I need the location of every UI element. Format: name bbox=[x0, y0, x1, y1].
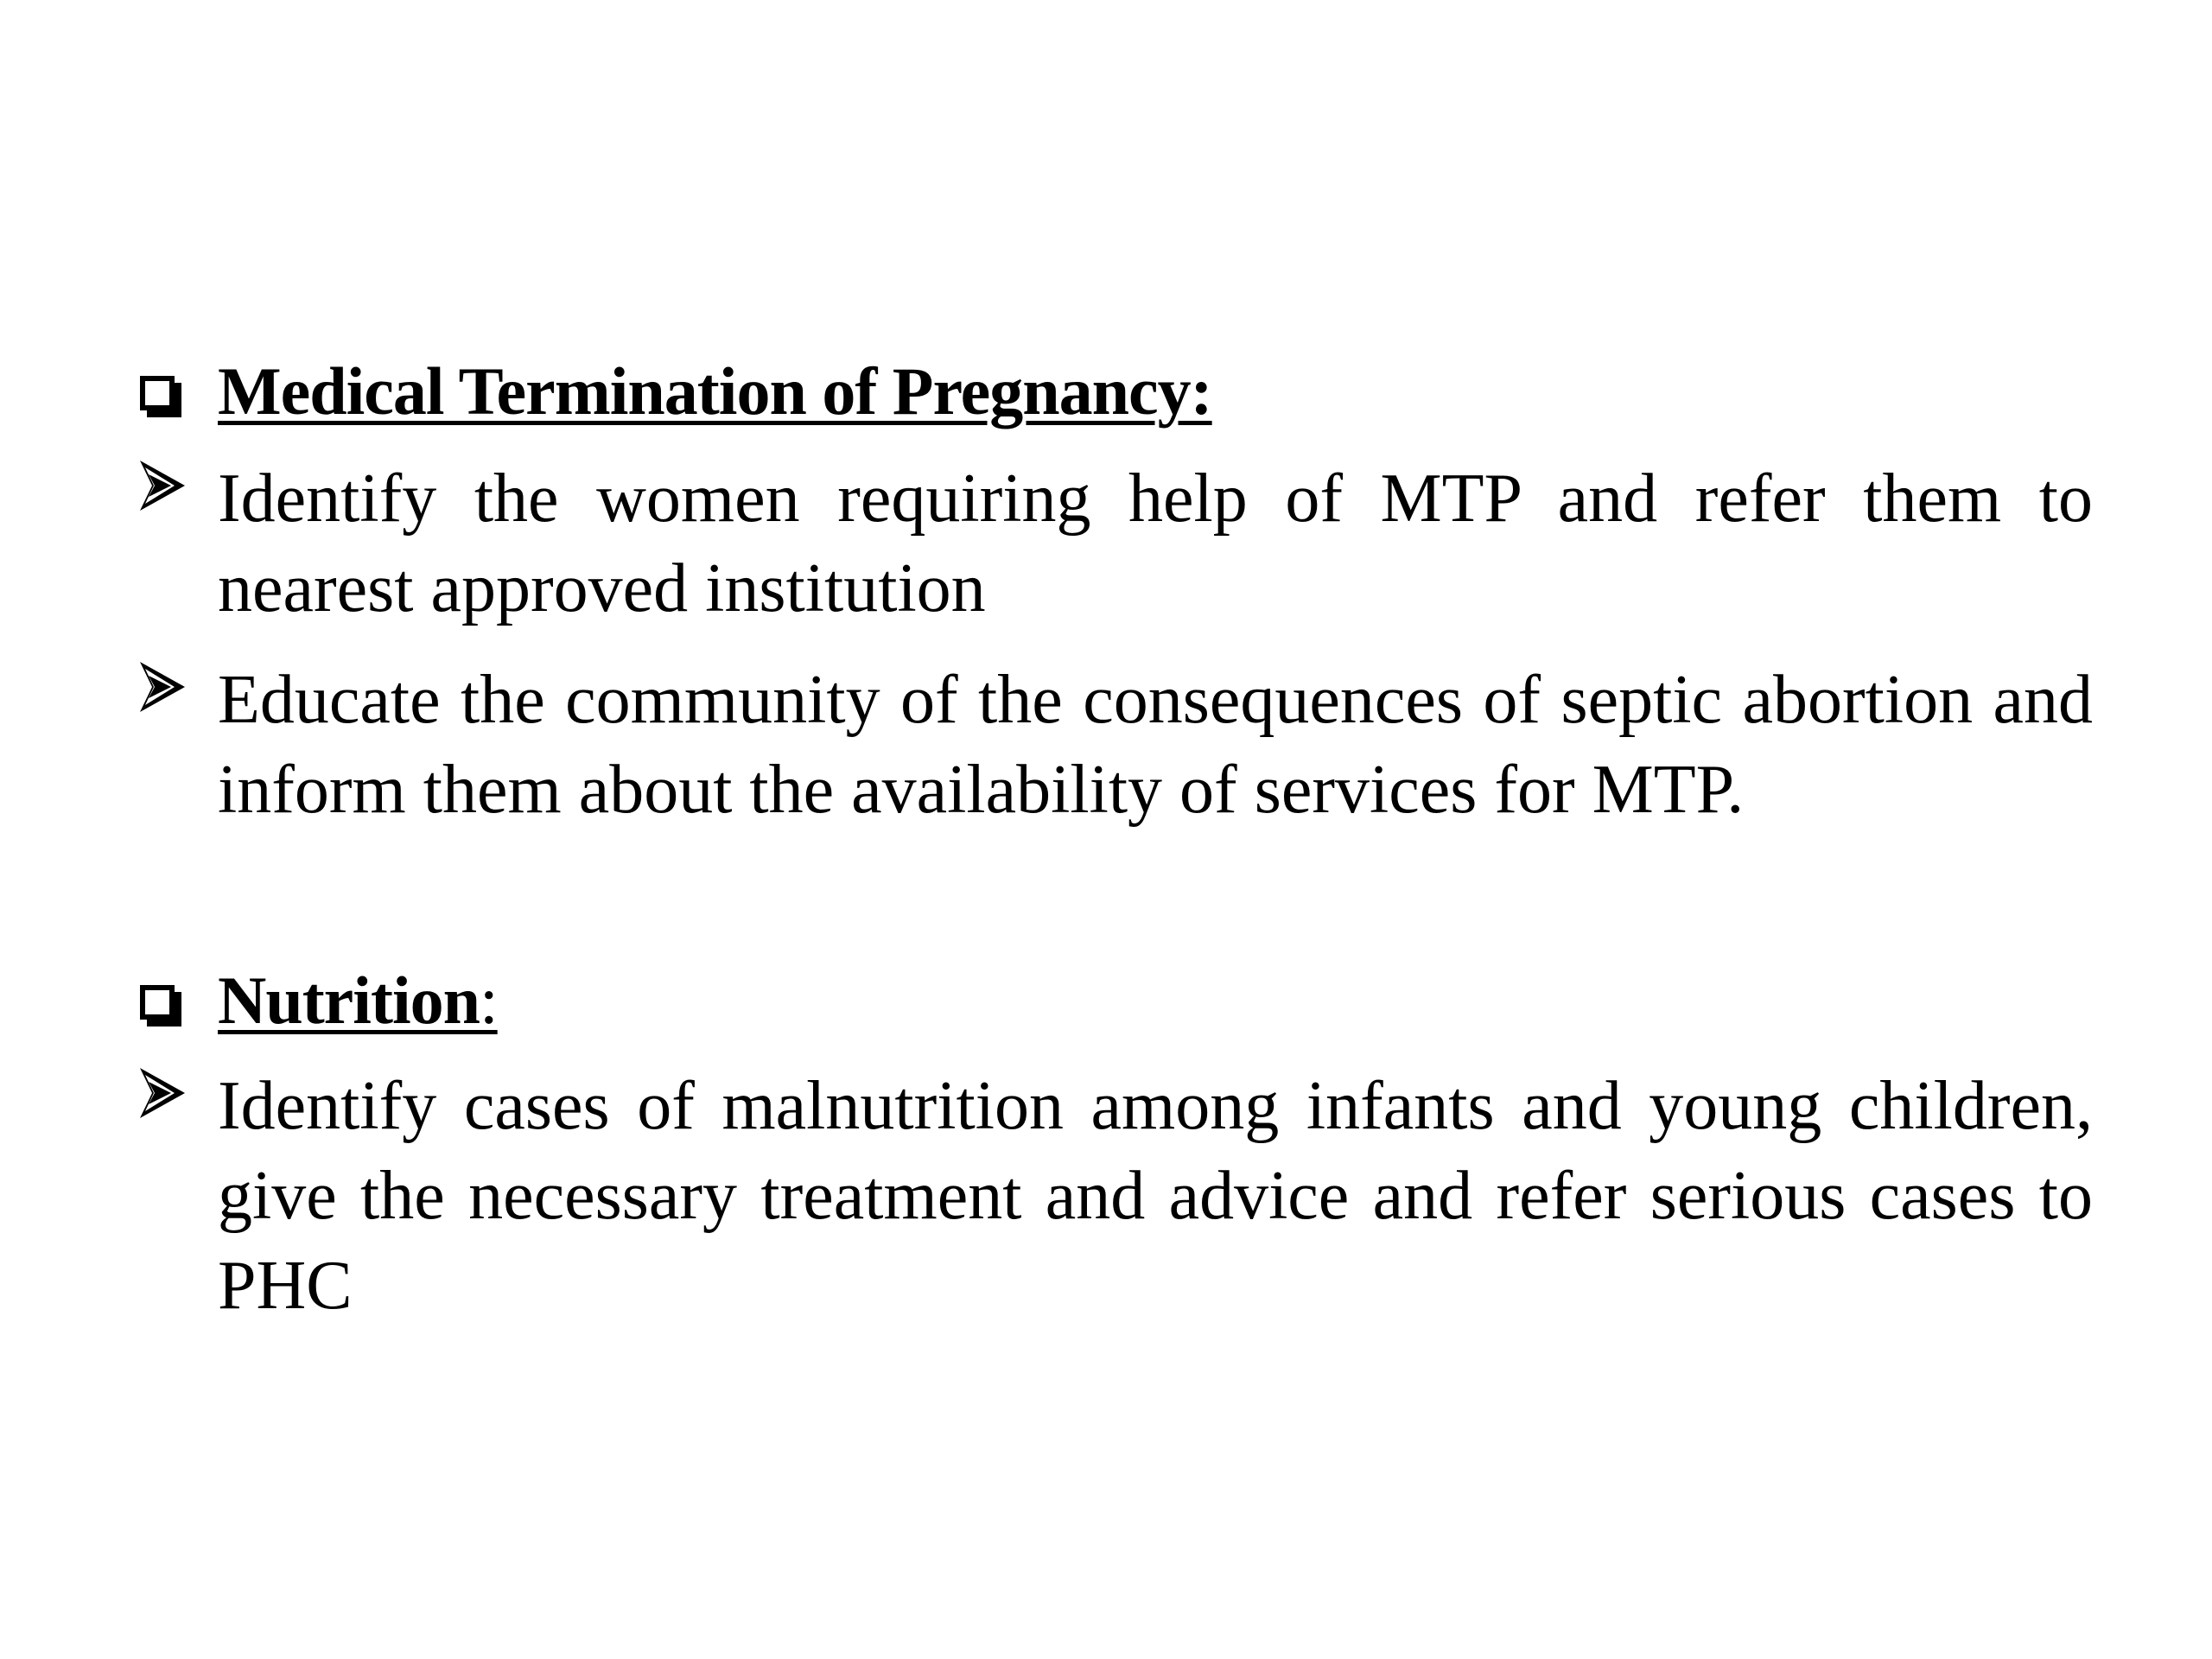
bullet-text: Educate the community of the consequences of septic abortion and inform them about the availability of services for MTP. bbox=[218, 662, 2093, 828]
heading-mtp-label: Medical Termination of Pregnancy: bbox=[218, 353, 1212, 429]
bullet-text: Identify cases of malnutrition among infants and young children, give the necessary treatment and advice and refer serious cases to PHC bbox=[218, 1068, 2093, 1324]
heading-nutrition-label bbox=[218, 963, 498, 1038]
section-heading-mtp bbox=[0, 353, 2212, 454]
heading-text bbox=[218, 957, 498, 1044]
arrow-bullet-icon bbox=[137, 1063, 188, 1123]
square-bullet-icon bbox=[140, 376, 175, 410]
square-bullet-icon bbox=[140, 985, 175, 1020]
heading-colon: : bbox=[480, 963, 498, 1038]
section-heading-nutrition bbox=[0, 963, 2212, 1063]
bullet-text: Identify the women requiring help of MTP and refer them to nearest approved institution bbox=[218, 461, 2093, 626]
heading-nutrition-word: Nutrition bbox=[218, 963, 480, 1038]
arrow-bullet-icon bbox=[137, 455, 188, 516]
heading-text bbox=[218, 348, 1212, 435]
arrow-bullet-icon bbox=[137, 657, 188, 717]
